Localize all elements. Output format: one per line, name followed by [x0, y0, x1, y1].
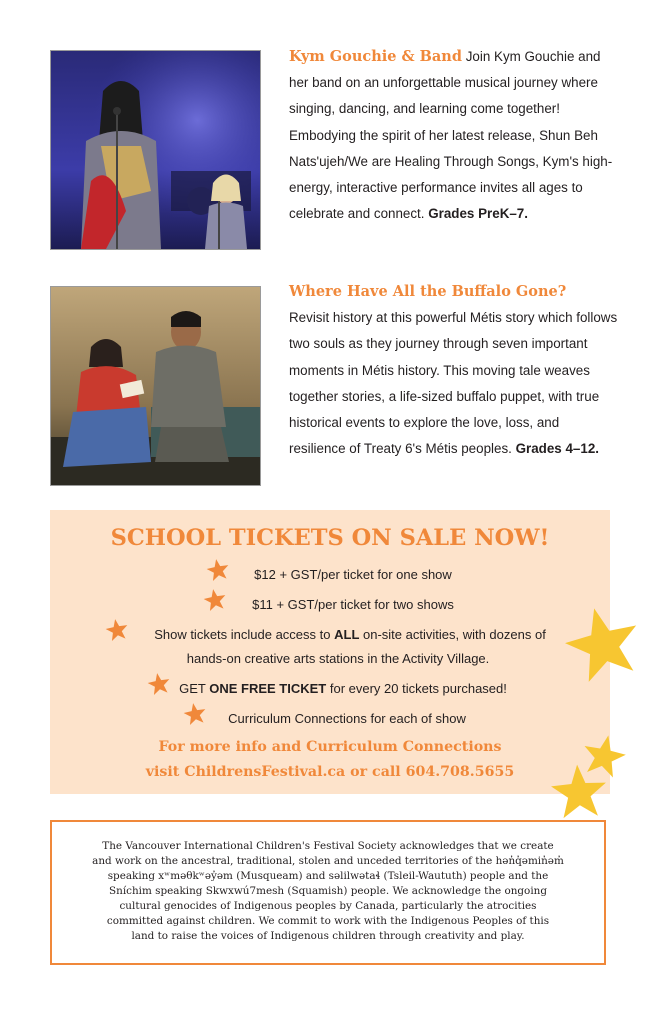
free-ticket-post: for every 20 tickets purchased!: [326, 681, 507, 696]
event-description: Revisit history at this powerful Métis story which follows two souls as they journey through seven important moments in Métis history. This moving tale weaves together stories, a life-sized buffalo puppet, with true historical events to explore the love, loss, and resilience of Treaty 6's Métis peoples.: [289, 310, 618, 457]
acknowledgement-line: and work on the ancestral, traditional, stolen and unceded territories of the hən̓q̓əmin̓əm̓: [92, 855, 564, 867]
event-description: Join Kym Gouchie and her band on an unforgettable musical journey where singing, dancing, and learning come together! Embodying the spirit of her latest release, Shun Beh Nats'ujeh/We are Healing Through Songs, Kym's high-energy, interactive performance invites all ages to celebrate and connect.: [289, 49, 613, 222]
event-title: Kym Gouchie & Band: [289, 48, 462, 65]
event-kym-gouchie: [289, 44, 619, 227]
access-text-pre: Show tickets include access to: [154, 627, 335, 642]
acknowledgement-line: committed against children. We commit to work with the Indigenous Peoples of this: [106, 915, 550, 927]
acknowledgement-line: speaking xʷməθkʷəy̓əm (Musqueam) and səlilwətaɬ (Tsleil-Waututh) people and the: [107, 870, 549, 882]
event-grades: Grades PreK–7.: [428, 206, 528, 222]
acknowledgement-text: [64, 839, 592, 944]
acknowledgement-line: land to raise the voices of Indigenous children through creativity and play.: [131, 930, 525, 942]
ticket-item-two-shows: $11 + GST/per ticket for two shows: [252, 597, 454, 612]
acknowledgement-line: Sníchim speaking Skwxwú7mesh (Squamish) people. We acknowledge the ongoing: [109, 885, 547, 897]
ticket-item-access-line2: hands-on creative arts stations in the Activity Village.: [186, 651, 490, 666]
free-ticket-pre: GET: [179, 681, 210, 696]
star-icon: [562, 604, 644, 684]
land-acknowledgement: [50, 820, 606, 965]
acknowledgement-line: The Vancouver International Children's Festival Society acknowledges that we create: [102, 840, 554, 852]
event-title: Where Have All the Buffalo Gone?: [289, 283, 567, 300]
kym-gouchie-photo: [50, 50, 261, 250]
acknowledgement-line: cultural genocides of Indigenous peoples by Canada, particularly the atrocities: [119, 900, 537, 912]
buffalo-play-photo: [50, 286, 261, 486]
more-info-line2: visit ChildrensFestival.ca or call 604.708.5655: [145, 764, 515, 780]
more-info-line1: For more info and Curriculum Connections: [158, 739, 502, 755]
access-text-bold: ALL: [334, 627, 360, 642]
ticket-item-one-show: $12 + GST/per ticket for one show: [254, 567, 452, 582]
ticket-item-access: [50, 627, 610, 642]
access-text-post: on-site activities, with dozens of: [359, 627, 546, 642]
school-tickets-panel: [50, 510, 610, 794]
ticket-item-curriculum: Curriculum Connections for each of show: [228, 711, 466, 726]
star-icon: [548, 762, 610, 822]
free-ticket-bold: ONE FREE TICKET: [209, 681, 327, 696]
event-grades: Grades 4–12.: [515, 441, 599, 457]
tickets-heading: SCHOOL TICKETS ON SALE NOW!: [110, 525, 550, 551]
ticket-item-free-ticket: [50, 681, 610, 696]
event-buffalo: [289, 279, 619, 462]
